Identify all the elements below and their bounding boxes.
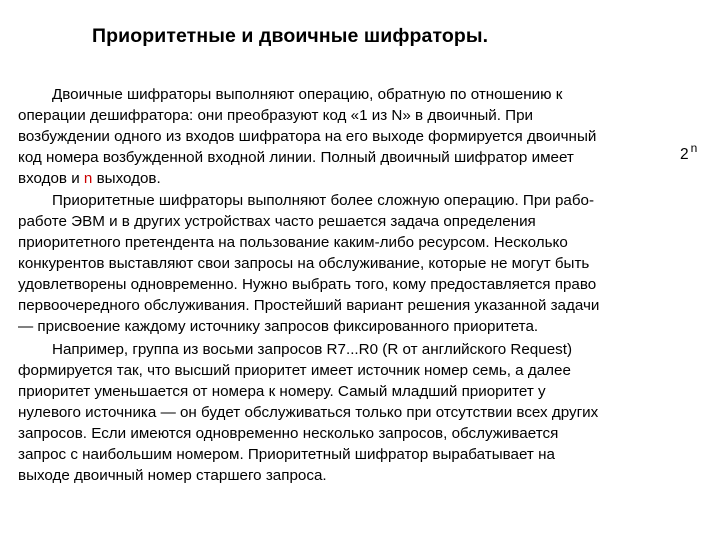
p2-line-6: первоочередного обслуживания. Простейший вариант решения указанной задачи — [18, 297, 600, 314]
power-exponent: n — [690, 141, 698, 155]
p2-line-1: Приоритетные шифраторы выполняют более сложную операцию. При рабо- — [52, 192, 595, 209]
p1-line-1: Двоичные шифраторы выполняют операцию, обратную по отношению к — [52, 86, 563, 103]
p3-line-5: запросов. Если имеются одновременно несколько запросов, обслуживается — [18, 425, 559, 442]
p3-line-6: запрос с наибольшим номером. Приоритетный шифратор вырабатывает на — [18, 446, 555, 463]
p2-line-3: приоритетного претендента на пользование каким-либо ресурсом. Несколько — [18, 234, 568, 251]
p2-line-4: конкурентов выставляют свои запросы на обслуживание, которые не могут быть — [18, 255, 590, 272]
p1-line-5-text-a: входов и — [18, 170, 84, 187]
p1-line-3: возбуждении одного из входов шифратора на его выходе формируется двоичный — [18, 128, 597, 145]
slide-title: Приоритетные и двоичные шифраторы. — [92, 25, 489, 47]
p3-line-1: Например, группа из восьми запросов R7...R0 (R от английского Request) — [52, 341, 573, 358]
p2-line-7: — присвоение каждому источнику запросов фиксированного приоритета. — [18, 318, 539, 335]
p3-line-2: формируется так, что высший приоритет имеет источник номер семь, а далее — [18, 362, 571, 379]
p1-line-2: операции дешифратора: они преобразуют код «1 из N» в двоичный. При — [18, 107, 534, 124]
p1-line-5-text-b: выходов. — [92, 170, 161, 187]
p2-line-2: работе ЭВМ и в других устройствах часто решается задача определения — [18, 213, 536, 230]
power-base: 2 — [680, 146, 689, 163]
two-power-n-formula — [680, 141, 698, 164]
p1-line-5 — [18, 170, 161, 188]
p3-line-4: нулевого источника — он будет обслуживаться только при отсутствии всех других — [18, 404, 599, 421]
p2-line-5: удовлетворены одновременно. Нужно выбрать того, кому предоставляется право — [18, 276, 597, 293]
p3-line-7: выходе двоичный номер старшего запроса. — [18, 467, 327, 484]
p3-line-3: приоритет уменьшается от номера к номеру. Самый младший приоритет у — [18, 383, 546, 400]
p1-line-5-n: n — [83, 170, 93, 187]
p1-line-4: код номера возбужденной входной линии. Полный двоичный шифратор имеет — [18, 149, 574, 166]
